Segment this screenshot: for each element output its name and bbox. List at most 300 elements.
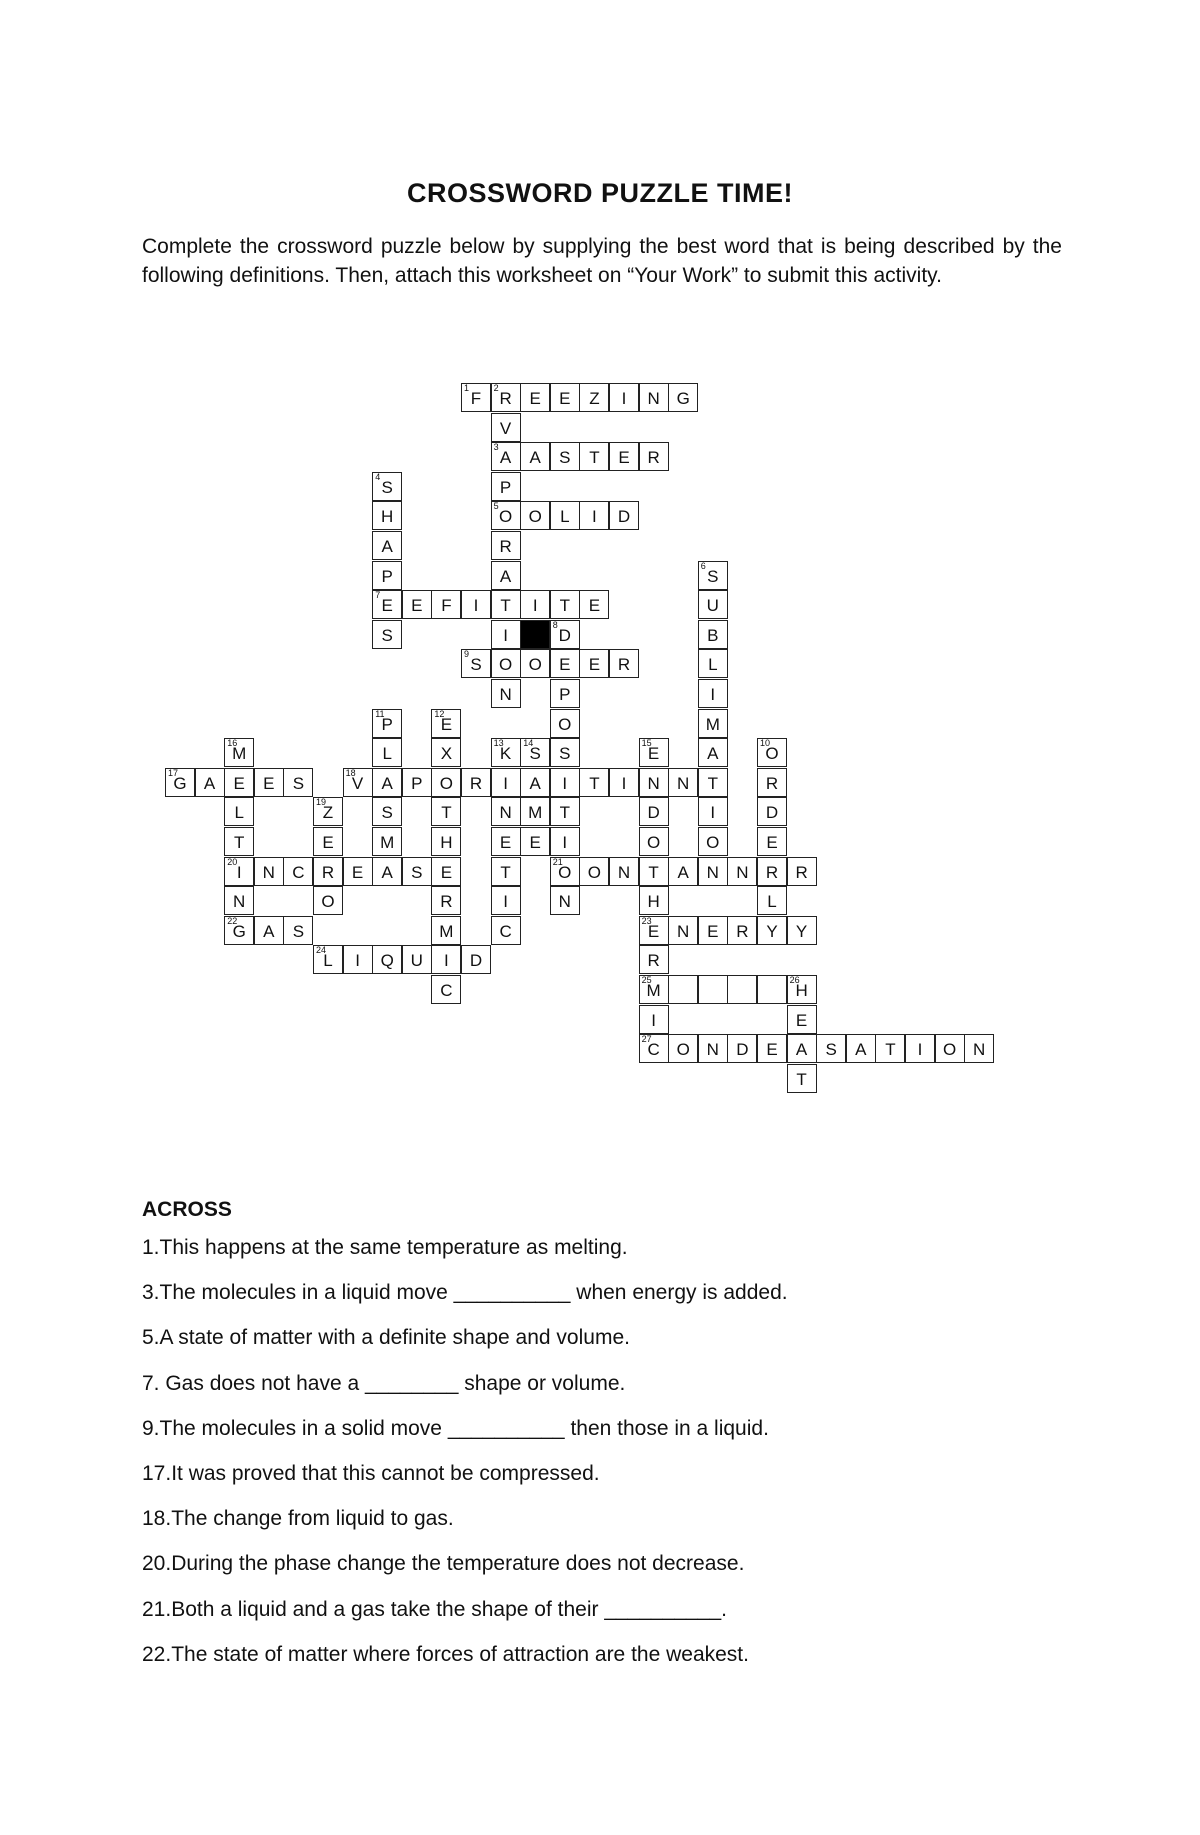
across-clue: 7. Gas does not have a ________ shape or volume. (142, 1371, 626, 1395)
across-clue: 17.It was proved that this cannot be compressed. (142, 1461, 600, 1485)
crossword-cell (372, 620, 402, 649)
cell-letter: T (707, 773, 718, 793)
crossword-cell (579, 590, 609, 619)
cell-letter: M (380, 833, 395, 852)
cell-letter: D (558, 625, 571, 645)
cell-letter: A (529, 448, 541, 468)
crossword-cell (639, 827, 669, 856)
crossword-cell (579, 501, 609, 530)
crossword-cell (609, 442, 639, 471)
crossword-cell (609, 383, 639, 412)
cell-letter: A (381, 862, 393, 882)
crossword-cell (520, 649, 550, 678)
cell-letter: V (499, 418, 512, 438)
crossword-cell (313, 886, 343, 915)
cell-letter: T (885, 1040, 896, 1060)
clue-number: 17 (168, 767, 179, 778)
crossword-cell (343, 857, 373, 886)
cell-letter: O (706, 833, 720, 852)
crossword-cell (550, 501, 580, 530)
crossword-cell (639, 1034, 669, 1063)
crossword-cell (668, 1034, 698, 1063)
crossword-cell (461, 649, 491, 678)
crossword-cell (491, 768, 521, 797)
cell-letter: D (469, 951, 483, 971)
cell-letter: K (499, 744, 512, 764)
cell-letter: I (562, 833, 568, 852)
cell-letter: S (292, 921, 305, 941)
cell-letter: A (381, 773, 393, 793)
crossword-cell (224, 916, 254, 945)
cell-letter: T (500, 596, 511, 616)
cell-letter: T (500, 862, 511, 882)
cell-letter: N (706, 862, 719, 882)
cell-letter: N (499, 803, 512, 823)
crossword-cell (343, 945, 373, 974)
crossword-cell (372, 590, 402, 619)
cell-letter: S (292, 773, 305, 793)
crossword-cell (491, 590, 521, 619)
cell-letter: L (323, 951, 333, 971)
cell-letter: R (499, 537, 512, 556)
clue-number: 12 (434, 708, 445, 719)
cell-letter: L (708, 655, 718, 675)
cell-letter: E (766, 833, 778, 852)
clue-number: 11 (375, 708, 385, 719)
clue-number: 10 (760, 738, 771, 749)
cell-letter: D (736, 1040, 749, 1060)
clue-number: 22 (227, 915, 238, 926)
cell-letter: E (559, 655, 571, 675)
crossword-cell (816, 1034, 846, 1063)
cell-letter: C (440, 981, 453, 1000)
cell-letter: T (796, 1069, 807, 1089)
clue-number: 8 (552, 619, 558, 630)
crossword-cell (520, 768, 550, 797)
cell-letter: E (440, 714, 453, 734)
crossword-cell (491, 620, 521, 649)
cell-letter: N (558, 892, 571, 912)
cell-letter: E (529, 389, 541, 408)
crossword-cell (787, 1034, 817, 1063)
cell-letter: N (262, 862, 275, 882)
clue-number: 21 (552, 856, 563, 867)
clue-number: 19 (316, 797, 327, 808)
crossword-cell (639, 916, 669, 945)
cell-letter: S (381, 477, 393, 497)
cell-letter: A (381, 537, 393, 556)
crossword-cell (224, 738, 254, 767)
crossword-cell (757, 797, 787, 826)
crossword-cell (431, 945, 461, 974)
cell-letter: O (528, 655, 542, 675)
clue-number: 9 (464, 649, 470, 660)
cell-letter: O (498, 655, 513, 675)
clue-number: 13 (493, 738, 504, 749)
crossword-cell (639, 886, 669, 915)
cell-letter: U (706, 596, 719, 616)
cell-letter: N (706, 1040, 719, 1060)
crossword-cell (372, 768, 402, 797)
crossword-cell (757, 827, 787, 856)
crossword-cell (668, 383, 698, 412)
cell-letter: X (440, 744, 453, 764)
cell-letter: O (765, 744, 779, 764)
cell-letter: E (618, 448, 630, 468)
crossword-cell (668, 975, 698, 1004)
crossword-cell (550, 649, 580, 678)
cell-letter: I (503, 773, 508, 793)
crossword-cell (313, 827, 343, 856)
crossword-cell (698, 679, 728, 708)
cell-letter: I (473, 596, 479, 616)
cell-letter: E (795, 1010, 808, 1030)
cell-letter: F (441, 596, 452, 616)
cell-letter: H (381, 507, 394, 527)
cell-letter: I (503, 625, 508, 645)
crossword-cell (195, 768, 225, 797)
crossword-cell (372, 827, 402, 856)
cell-letter: O (942, 1040, 957, 1060)
crossword-cell (964, 1034, 994, 1063)
crossword-cell (639, 945, 669, 974)
cell-letter: R (765, 862, 779, 882)
crossword-cell (343, 768, 373, 797)
cell-letter: S (707, 566, 719, 586)
crossword-cell (787, 975, 817, 1004)
cell-letter: A (499, 448, 512, 468)
cell-letter: E (351, 862, 364, 882)
cell-letter: G (676, 389, 690, 408)
cell-letter: R (440, 892, 453, 912)
cell-letter: C (292, 862, 305, 882)
crossword-cell (698, 827, 728, 856)
cell-letter: A (795, 1040, 808, 1060)
crossword-cell (668, 768, 698, 797)
across-clue-list (142, 1236, 1082, 1688)
crossword-cell (491, 679, 521, 708)
crossword-cell (224, 768, 254, 797)
crossword-cell (431, 797, 461, 826)
cell-letter: O (528, 507, 542, 527)
clue-number: 26 (789, 975, 800, 985)
crossword-cell (787, 857, 817, 886)
crossword-cell (787, 1064, 817, 1093)
clue-number: 7 (375, 590, 381, 601)
cell-letter: D (765, 803, 779, 823)
crossword-cell (431, 857, 461, 886)
crossword-cell (550, 709, 580, 738)
cell-letter: C (647, 1040, 660, 1060)
crossword-cell (757, 886, 787, 915)
crossword-cell (698, 1034, 728, 1063)
crossword-cell (491, 561, 521, 590)
cell-letter: L (767, 892, 777, 912)
cell-letter: F (470, 389, 482, 408)
crossword-cell (579, 649, 609, 678)
crossword-cell (698, 590, 728, 619)
crossword-cell (609, 649, 639, 678)
cell-letter: N (233, 892, 246, 912)
cell-letter: B (707, 625, 719, 645)
crossword-cell (639, 797, 669, 826)
cell-letter: A (203, 773, 216, 793)
crossword-cell (402, 945, 432, 974)
crossword-cell (579, 768, 609, 797)
crossword-cell (698, 561, 728, 590)
cell-letter: M (439, 921, 454, 941)
crossword-cell (550, 768, 580, 797)
crossword-cell (372, 797, 402, 826)
clue-number: 3 (493, 442, 499, 453)
crossword-cell (402, 857, 432, 886)
cell-letter: R (647, 448, 660, 468)
instructions-paragraph: Complete the crossword puzzle below by supplying the best word that is being described by the following definitions. Then, attach this worksheet on “Your Work” to submit this activity. (142, 235, 1062, 287)
crossword-cell (461, 945, 491, 974)
cell-letter: S (381, 803, 393, 823)
cell-letter: H (795, 981, 808, 1000)
crossword-cell (254, 768, 284, 797)
crossword-cell (550, 857, 580, 886)
crossword-cell (550, 886, 580, 915)
crossword-cell (431, 975, 461, 1004)
crossword-cell (283, 857, 313, 886)
cell-letter: N (677, 773, 690, 793)
crossword-cell (520, 797, 550, 826)
cell-letter: I (503, 892, 508, 912)
clue-number: 23 (641, 915, 652, 926)
cell-letter: O (498, 507, 513, 527)
cell-letter: Z (322, 803, 334, 823)
cell-letter: O (558, 862, 572, 882)
cell-letter: T (559, 596, 570, 616)
cell-letter: D (617, 507, 631, 527)
crossword-cell (639, 738, 669, 767)
cell-letter: I (651, 1010, 656, 1030)
crossword-cell (875, 1034, 905, 1063)
cell-letter: P (499, 477, 512, 497)
crossword-cell (698, 916, 728, 945)
cell-letter: R (647, 951, 660, 971)
cell-letter: E (588, 655, 601, 675)
crossword-cell (461, 768, 491, 797)
crossword-black-cell (520, 620, 550, 649)
cell-letter: I (532, 596, 538, 616)
cell-letter: Z (589, 389, 600, 408)
cell-letter: A (855, 1040, 867, 1060)
crossword-cell (491, 797, 521, 826)
cell-letter: I (917, 1040, 923, 1060)
crossword-cell (757, 768, 787, 797)
cell-letter: R (617, 655, 631, 675)
cell-letter: N (647, 773, 660, 793)
crossword-cell (520, 827, 550, 856)
crossword-cell (757, 916, 787, 945)
cell-letter: G (173, 773, 187, 793)
crossword-cell (639, 975, 669, 1004)
crossword-cell (283, 768, 313, 797)
crossword-cell (491, 383, 521, 412)
crossword-cell (491, 857, 521, 886)
crossword-cell (491, 442, 521, 471)
crossword-cell (668, 916, 698, 945)
cell-letter: L (560, 507, 570, 527)
crossword-cell (609, 857, 639, 886)
crossword-cell (727, 975, 757, 1004)
cell-letter: O (558, 714, 572, 734)
cell-letter: N (677, 921, 690, 941)
crossword-cell (846, 1034, 876, 1063)
crossword-cell (254, 857, 284, 886)
crossword-cell (402, 590, 432, 619)
crossword-cell (550, 827, 580, 856)
crossword-cell (639, 857, 669, 886)
clue-number: 6 (700, 560, 706, 571)
crossword-cell (905, 1034, 935, 1063)
crossword-cell (372, 531, 402, 560)
crossword-cell (491, 738, 521, 767)
crossword-cell (698, 649, 728, 678)
crossword-cell (698, 857, 728, 886)
cell-letter: E (766, 1040, 778, 1060)
cell-letter: R (765, 773, 779, 793)
cell-letter: I (236, 862, 242, 882)
cell-letter: Q (380, 951, 394, 971)
cell-letter: T (441, 803, 452, 823)
clue-number: 5 (493, 501, 499, 512)
crossword-cell (550, 442, 580, 471)
crossword-cell (727, 857, 757, 886)
crossword-cell (431, 709, 461, 738)
across-heading: ACROSS (142, 1198, 232, 1221)
cell-letter: T (233, 833, 245, 852)
cell-letter: A (263, 921, 275, 941)
crossword-cell (283, 916, 313, 945)
crossword-cell (579, 383, 609, 412)
crossword-cell (579, 442, 609, 471)
cell-letter: I (621, 389, 627, 408)
across-clue: 1.This happens at the same temperature as melting. (142, 1236, 628, 1259)
cell-letter: O (321, 892, 335, 912)
crossword-cell (372, 501, 402, 530)
cell-letter: R (499, 389, 512, 408)
clue-number: 24 (316, 945, 327, 956)
cell-letter: G (232, 921, 246, 941)
across-clue: 18.The change from liquid to gas. (142, 1507, 454, 1531)
clue-number: 27 (641, 1034, 652, 1045)
crossword-cell (698, 797, 728, 826)
crossword-cell (431, 827, 461, 856)
crossword-cell (639, 383, 669, 412)
clue-number: 25 (641, 975, 652, 985)
cell-letter: T (589, 773, 600, 793)
cell-letter: A (499, 566, 512, 586)
crossword-cell (372, 709, 402, 738)
crossword-cell (491, 916, 521, 945)
cell-letter: S (470, 655, 482, 675)
crossword-cell (372, 561, 402, 590)
crossword-cell (757, 738, 787, 767)
cell-letter: R (321, 862, 335, 882)
crossword-cell (224, 857, 254, 886)
cell-letter: O (439, 773, 453, 793)
cell-letter: D (647, 803, 660, 823)
cell-letter: I (444, 951, 449, 971)
crossword-cell (668, 857, 698, 886)
crossword-cell (639, 768, 669, 797)
crossword-cell (550, 590, 580, 619)
clue-number: 1 (464, 383, 470, 393)
clue-number: 14 (523, 738, 534, 749)
across-clue: 21.Both a liquid and a gas take the shape of their __________. (142, 1597, 727, 1621)
cell-letter: N (499, 685, 512, 704)
crossword-cell (520, 383, 550, 412)
cell-letter: I (562, 773, 568, 793)
crossword-cell (579, 857, 609, 886)
cell-letter: E (263, 773, 275, 793)
cell-letter: S (381, 625, 393, 645)
cell-letter: M (646, 981, 661, 1000)
crossword-cell (431, 916, 461, 945)
crossword-cell (550, 679, 580, 708)
crossword-cell (609, 501, 639, 530)
crossword-cell (165, 768, 195, 797)
cell-letter: E (411, 596, 423, 616)
cell-letter: C (499, 921, 512, 941)
cell-letter: M (528, 803, 543, 823)
crossword-cell (698, 620, 728, 649)
crossword-cell (461, 383, 491, 412)
across-clue: 5.A state of matter with a definite shape and volume. (142, 1326, 630, 1350)
crossword-cell (491, 827, 521, 856)
cell-letter: E (529, 833, 541, 852)
cell-letter: S (411, 862, 423, 882)
cell-letter: S (529, 744, 541, 764)
cell-letter: I (592, 507, 597, 527)
clue-number: 16 (227, 738, 238, 749)
cell-letter: H (440, 833, 453, 852)
cell-letter: E (499, 833, 512, 852)
cell-letter: T (648, 862, 659, 882)
cell-letter: M (232, 744, 247, 764)
cell-letter: O (587, 862, 601, 882)
clue-number: 4 (375, 471, 381, 482)
cell-letter: U (410, 951, 423, 971)
cell-letter: E (707, 921, 719, 941)
clue-number: 15 (641, 738, 652, 749)
crossword-cell (520, 738, 550, 767)
cell-letter: N (617, 862, 631, 882)
crossword-cell (402, 768, 432, 797)
cell-letter: L (234, 803, 244, 823)
crossword-cell (550, 383, 580, 412)
cell-letter: L (382, 744, 392, 764)
crossword-cell (935, 1034, 965, 1063)
crossword-cell (727, 1034, 757, 1063)
crossword-cell (431, 768, 461, 797)
cell-letter: T (589, 448, 600, 468)
crossword-cell (491, 531, 521, 560)
across-clue: 3.The molecules in a liquid move __________ when energy is added. (142, 1281, 788, 1305)
crossword-cell (491, 413, 521, 442)
crossword-cell (431, 886, 461, 915)
crossword-cell (698, 738, 728, 767)
crossword-cell (491, 649, 521, 678)
crossword-cell (254, 916, 284, 945)
cell-letter: E (647, 921, 660, 941)
cell-letter: N (647, 389, 660, 408)
cell-letter: A (707, 744, 719, 764)
